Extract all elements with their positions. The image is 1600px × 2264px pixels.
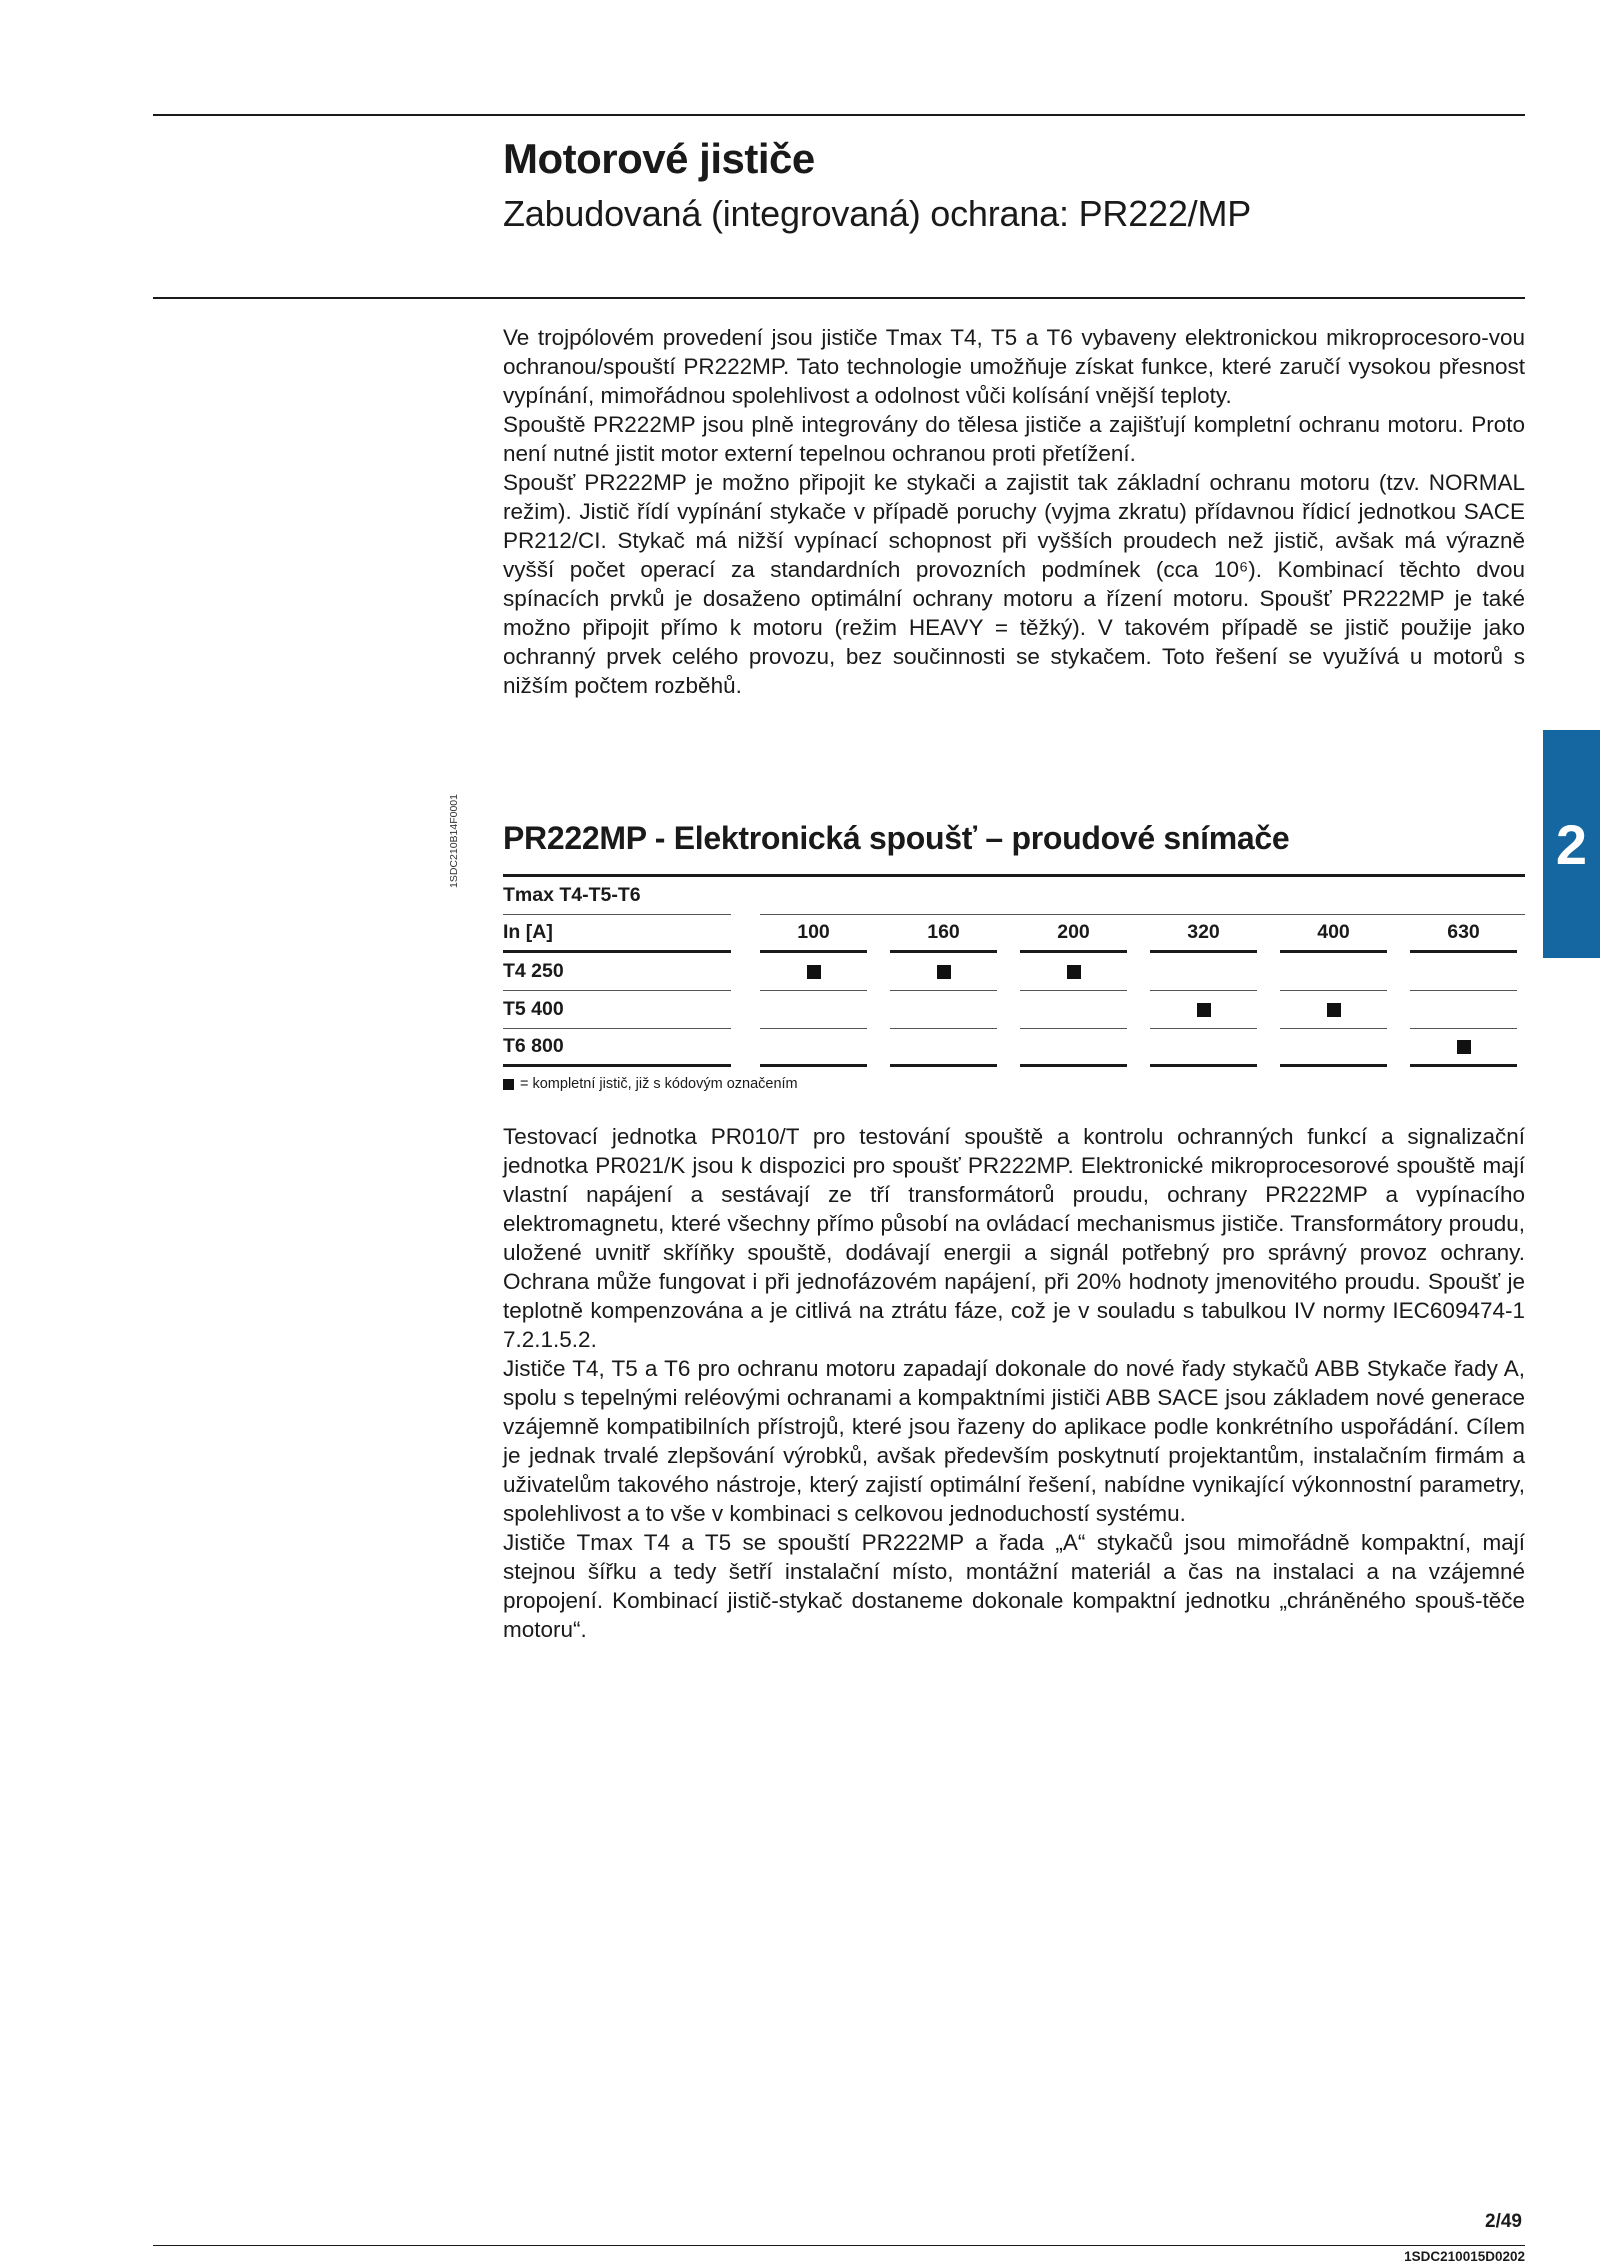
table-row	[503, 991, 1525, 1029]
table-row-label: T6 800	[503, 1029, 731, 1067]
table-column-header: 630	[1410, 915, 1517, 953]
table-cell	[1150, 953, 1257, 991]
page-subtitle: Zabudovaná (integrovaná) ochrana: PR222/MP	[503, 193, 1252, 234]
table-cell	[1020, 953, 1127, 991]
page-title: Motorové jističe	[503, 135, 815, 182]
table-cell	[1410, 1029, 1517, 1067]
intro-paragraph: Ve trojpólovém provedení jsou jističe Tmax T4, T5 a T6 vybaveny elektronickou mikroprocesoro-vou ochranou/spouští PR222MP. Tato technologie umožňuje získat funkce, které zaručí vysokou přesnost vypínání, mimořádnou spolehlivost a odolnost vůči kolísání vnější teploty.	[503, 325, 1525, 408]
table-column-header: 400	[1280, 915, 1387, 953]
table-cell	[1410, 953, 1517, 991]
table-cell	[890, 1029, 997, 1067]
table-row-label: T4 250	[503, 953, 731, 991]
table-row	[503, 1029, 1525, 1067]
body-paragraph: Jističe T4, T5 a T6 pro ochranu motoru zapadají dokonale do nové řady stykačů ABB Stykače řady A, spolu s tepelnými reléovými ochranami a kompaktními jističi ABB SACE jsou základem nové generace vzájemně kompatibilních přístrojů, které jsou řazeny do aplikace podle konkrétního uspořádání. Cílem je jednak trvalé zlepšování výrobků, avšak především poskytnutí projektantům, instalačním firmám a uživatelům takového nástroje, který zajistí optimální řešení, nabídne vynikající výkonnostní parametry, spolehlivost a to vše v kombinaci s celkovou jednoduchostí systému.	[503, 1356, 1525, 1526]
top-rule	[153, 114, 1525, 116]
table-column-header: 200	[1020, 915, 1127, 953]
table-cell	[1280, 991, 1387, 1029]
table-cell	[890, 953, 997, 991]
intro-paragraph: Spoušť PR222MP je možno připojit ke stykači a zajistit tak základní ochranu motoru (tzv. NORMAL režim). Jistič řídí vypínání stykače v případě poruchy (vyjma zkratu) přídavnou řídicí jednotkou SACE PR212/CI. Stykač má nižší vypínací schopnost při vyšších proudech než jistič, avšak má výrazně vyšší počet operací za standardních provozních podmínek (cca 10⁶). Kombinací těchto dvou spínacích prvků je dosaženo optimální ochrany motoru a řízení motoru. Spoušť PR222MP je také možno připojit přímo k motoru (režim HEAVY = těžký). V takovém případě se jistič použije jako ochranný prvek celého provozu, bez součinnosti se stykačem. Toto řešení se využívá u motorů s nižším počtem rozběhů.	[503, 470, 1525, 698]
table-group-line	[760, 877, 1525, 915]
table-cell	[1280, 1029, 1387, 1067]
table-group-label: Tmax T4-T5-T6	[503, 877, 731, 915]
table-row-label: T5 400	[503, 991, 731, 1029]
body-text	[503, 1122, 1525, 1644]
section-title: PR222MP - Elektronická spoušť – proudové snímače	[503, 820, 1290, 856]
table-cell	[1150, 1029, 1257, 1067]
table-column-header: 160	[890, 915, 997, 953]
table-header-label: In [A]	[503, 915, 731, 953]
figure-code: 1SDC210B14F0001	[448, 794, 460, 888]
table-cell	[1280, 953, 1387, 991]
body-paragraph: Jističe Tmax T4 a T5 se spouští PR222MP a řada „A“ stykačů jsou mimořádně kompaktní, mají stejnou šířku a tedy šetří instalační místo, montážní materiál a čas na instalaci a na vzájemné propojení. Kombinací jistič-stykač dostaneme dokonale kompaktní jednotku „chráněného spouš-těče motoru“.	[503, 1530, 1525, 1642]
intro-text	[503, 323, 1525, 700]
table-cell	[1020, 1029, 1127, 1067]
intro-paragraph: Spouště PR222MP jsou plně integrovány do tělesa jističe a zajišťují kompletní ochranu motoru. Proto není nutné jistit motor externí tepelnou ochranou proti přetížení.	[503, 412, 1525, 466]
table-cell	[1150, 991, 1257, 1029]
filled-square-icon	[1067, 965, 1081, 979]
header-rule	[153, 297, 1525, 299]
table-cell	[760, 953, 867, 991]
table-cell	[890, 991, 997, 1029]
table-cell	[760, 1029, 867, 1067]
table-group-row	[503, 877, 1525, 915]
filled-square-icon	[1327, 1003, 1341, 1017]
filled-square-icon	[1457, 1040, 1471, 1054]
table-column-header: 100	[760, 915, 867, 953]
table-header-row	[503, 915, 1525, 953]
table-legend	[503, 1076, 798, 1092]
filled-square-icon	[807, 965, 821, 979]
chapter-tab: 2	[1543, 730, 1600, 958]
legend-text: = kompletní jistič, již s kódovým označením	[520, 1076, 798, 1092]
table-row	[503, 953, 1525, 991]
page-number: 2/49	[1485, 2211, 1522, 2232]
filled-square-icon	[503, 1079, 514, 1090]
footer-rule	[153, 2245, 1525, 2246]
body-paragraph: Testovací jednotka PR010/T pro testování spouště a kontrolu ochranných funkcí a signalizační jednotka PR021/K jsou k dispozici pro spoušť PR222MP. Elektronické mikroprocesorové spouště mají vlastní napájení a sestávají ze tří transformátorů proudu, ochrany PR222MP a vypínacího elektromagnetu, které všechny přímo působí na ovládací mechanismus jističe. Transformátory proudu, uložené uvnitř skříňky spouště, dodávají energii a signál potřebný pro správný provoz ochrany. Ochrana může fungovat i při jednofázovém napájení, při 20% hodnoty jmenovitého proudu. Spoušť je teplotně kompenzována a je citlivá na ztrátu fáze, což je v souladu s tabulkou IV normy IEC609474-1 7.2.1.5.2.	[503, 1124, 1525, 1352]
table-cell	[1020, 991, 1127, 1029]
table-cell	[760, 991, 867, 1029]
filled-square-icon	[937, 965, 951, 979]
document-code: 1SDC210015D0202	[1404, 2249, 1525, 2264]
table-column-header: 320	[1150, 915, 1257, 953]
table-cell	[1410, 991, 1517, 1029]
filled-square-icon	[1197, 1003, 1211, 1017]
